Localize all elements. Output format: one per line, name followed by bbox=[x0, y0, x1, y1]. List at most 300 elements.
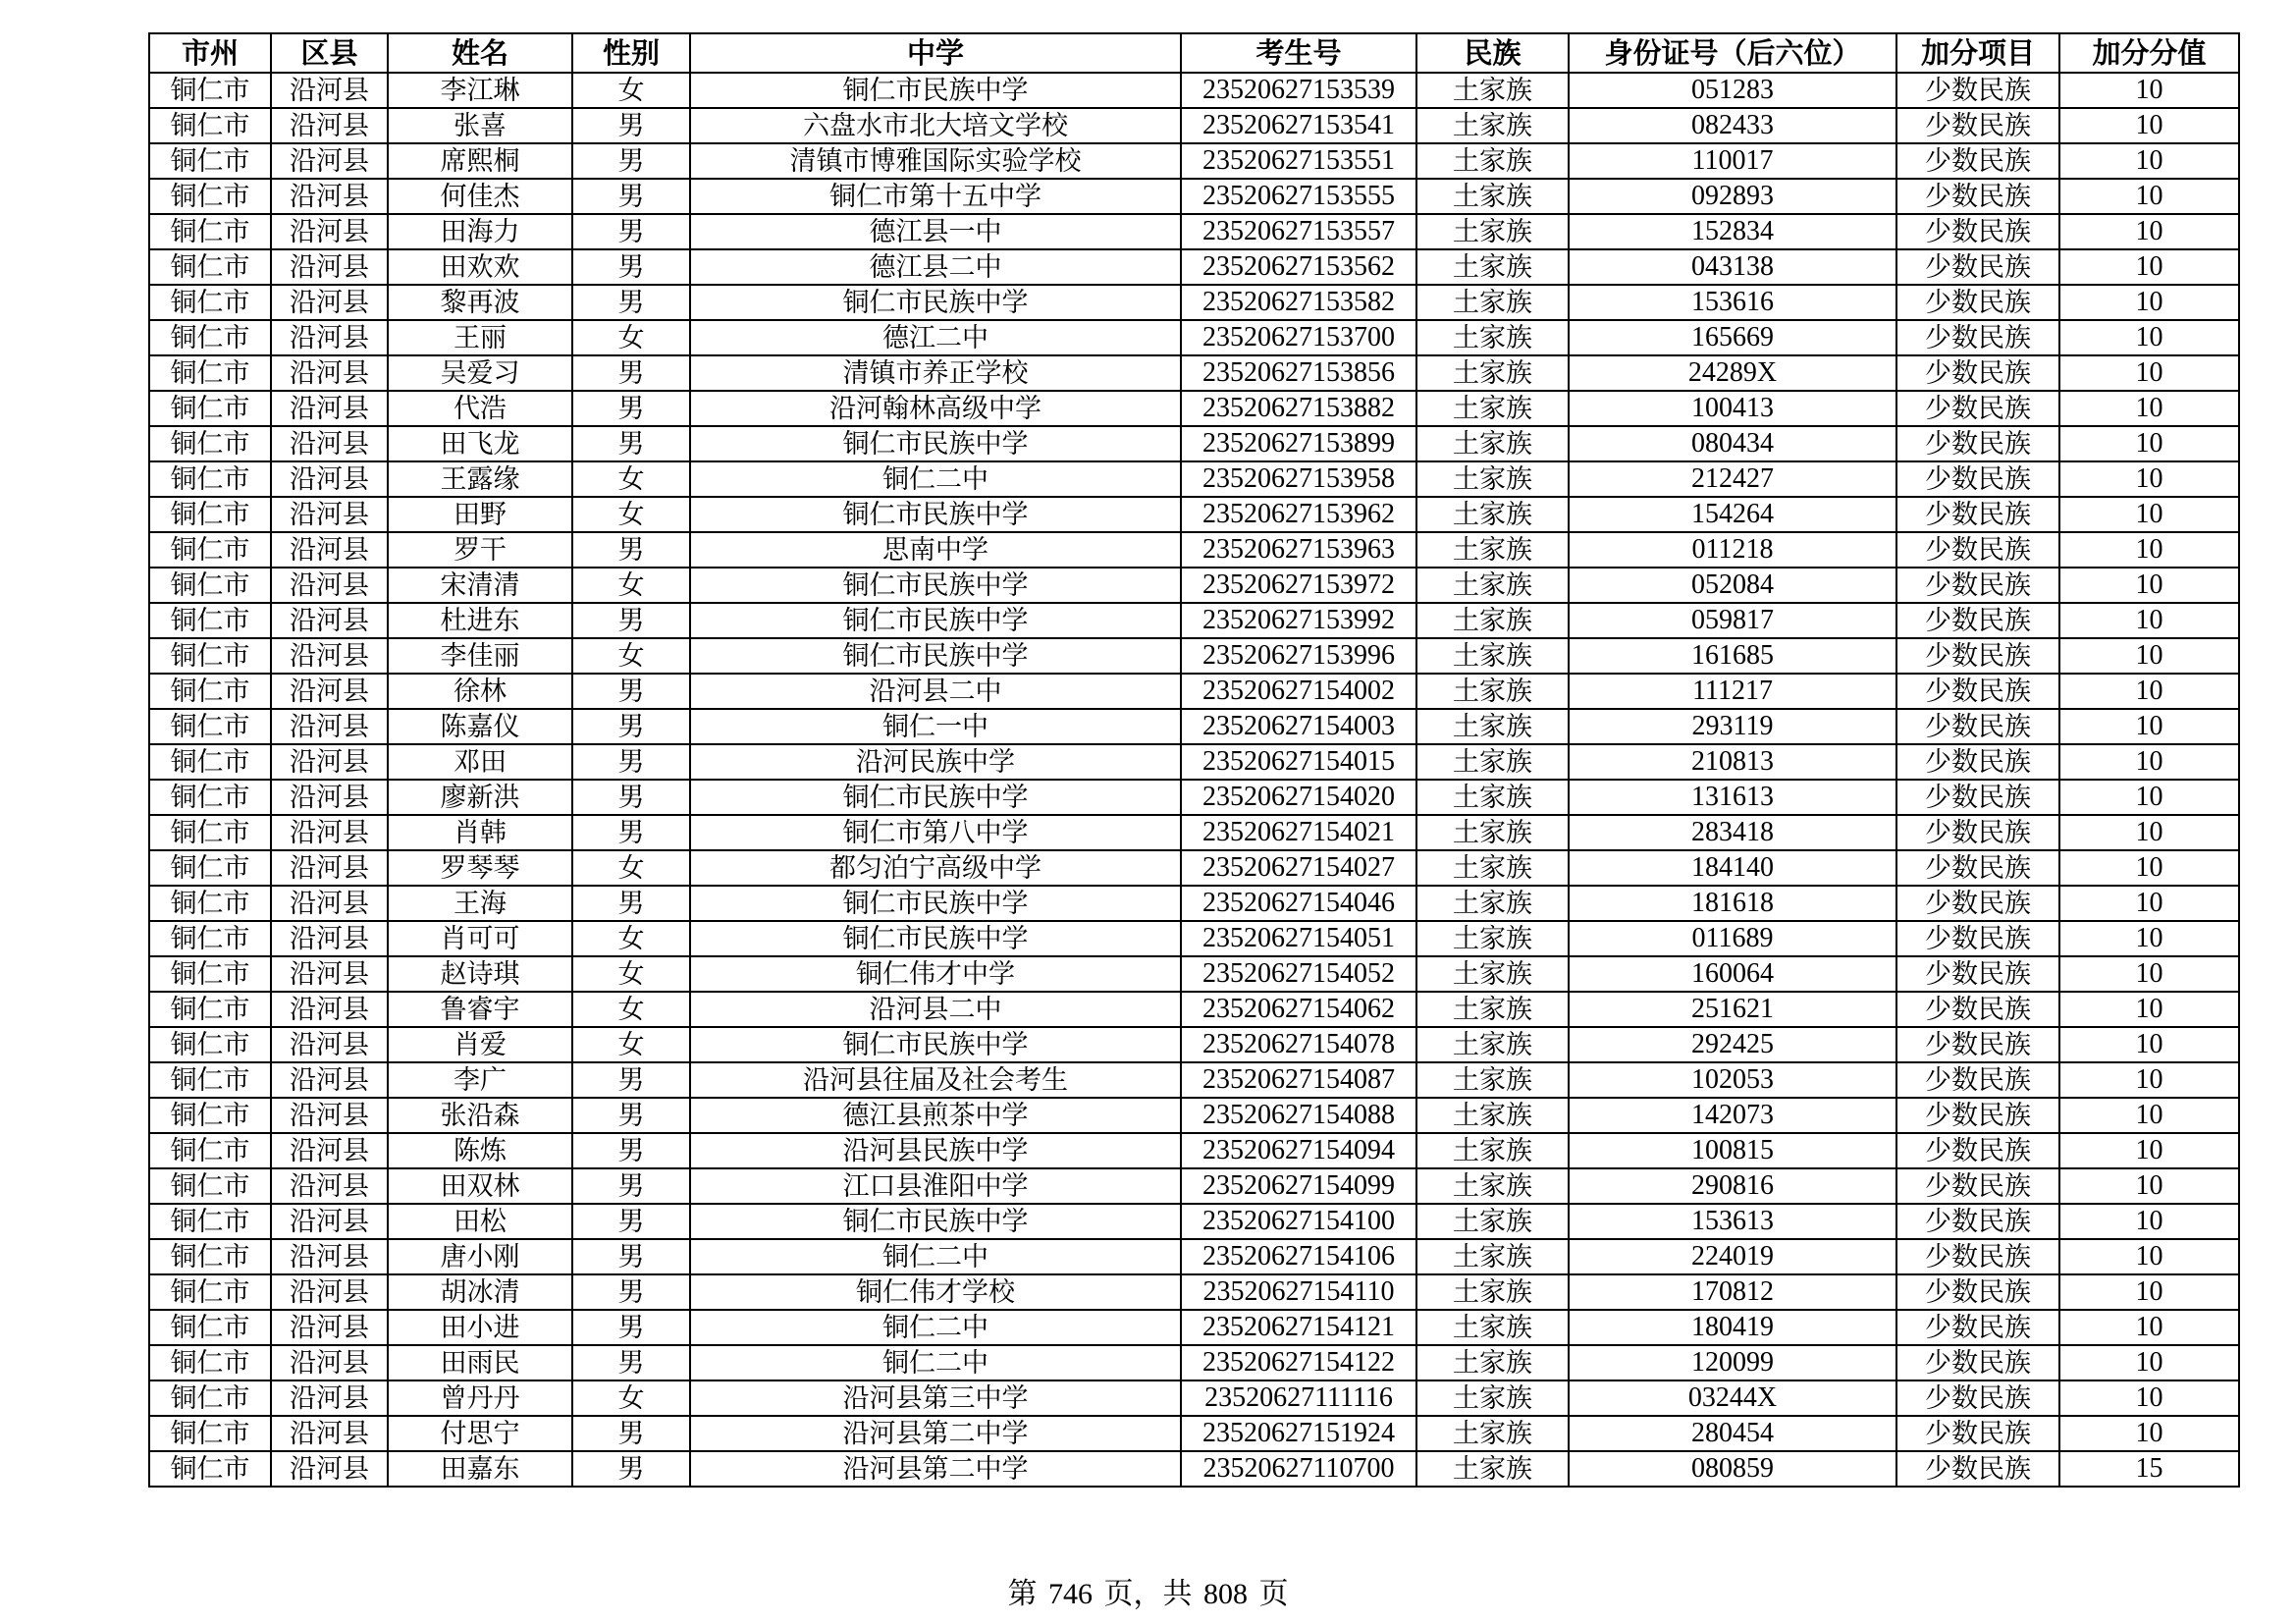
cell-name: 鲁睿宇 bbox=[388, 992, 572, 1027]
cell-ethnicity: 土家族 bbox=[1416, 497, 1569, 532]
cell-bonus-value: 10 bbox=[2059, 921, 2239, 956]
cell-exam-number: 23520627153882 bbox=[1181, 391, 1416, 426]
cell-ethnicity: 土家族 bbox=[1416, 1310, 1569, 1345]
cell-gender: 男 bbox=[572, 815, 690, 850]
cell-exam-number: 23520627154052 bbox=[1181, 956, 1416, 992]
cell-name: 黎再波 bbox=[388, 285, 572, 320]
table-row bbox=[149, 780, 2239, 815]
cell-bonus-value: 10 bbox=[2059, 143, 2239, 179]
cell-id-last-six: 052084 bbox=[1569, 568, 1896, 603]
cell-county: 沿河县 bbox=[271, 497, 388, 532]
cell-gender: 男 bbox=[572, 1345, 690, 1380]
cell-gender: 男 bbox=[572, 391, 690, 426]
table-row bbox=[149, 744, 2239, 780]
cell-bonus-value: 10 bbox=[2059, 532, 2239, 568]
cell-school: 铜仁市民族中学 bbox=[690, 780, 1181, 815]
table-row bbox=[149, 603, 2239, 638]
cell-gender: 男 bbox=[572, 709, 690, 744]
cell-city: 铜仁市 bbox=[149, 1239, 271, 1274]
cell-city: 铜仁市 bbox=[149, 1416, 271, 1451]
cell-gender: 女 bbox=[572, 992, 690, 1027]
header-bonus-value: 加分分值 bbox=[2059, 33, 2239, 73]
header-bonus-item: 加分项目 bbox=[1896, 33, 2059, 73]
cell-exam-number: 23520627111116 bbox=[1181, 1380, 1416, 1416]
cell-name: 邓田 bbox=[388, 744, 572, 780]
cell-bonus-item: 少数民族 bbox=[1896, 73, 2059, 108]
cell-ethnicity: 土家族 bbox=[1416, 1416, 1569, 1451]
table-row bbox=[149, 1416, 2239, 1451]
cell-name: 王露缘 bbox=[388, 461, 572, 497]
cell-name: 唐小刚 bbox=[388, 1239, 572, 1274]
cell-bonus-value: 10 bbox=[2059, 1027, 2239, 1062]
cell-name: 田飞龙 bbox=[388, 426, 572, 461]
cell-school: 沿河县二中 bbox=[690, 674, 1181, 709]
cell-school: 铜仁伟才学校 bbox=[690, 1274, 1181, 1310]
cell-name: 曾丹丹 bbox=[388, 1380, 572, 1416]
cell-county: 沿河县 bbox=[271, 355, 388, 391]
cell-id-last-six: 293119 bbox=[1569, 709, 1896, 744]
cell-city: 铜仁市 bbox=[149, 179, 271, 214]
cell-id-last-six: 292425 bbox=[1569, 1027, 1896, 1062]
table-row bbox=[149, 1451, 2239, 1487]
cell-county: 沿河县 bbox=[271, 1027, 388, 1062]
cell-gender: 男 bbox=[572, 214, 690, 249]
cell-bonus-item: 少数民族 bbox=[1896, 1133, 2059, 1168]
cell-id-last-six: 251621 bbox=[1569, 992, 1896, 1027]
cell-name: 田小进 bbox=[388, 1310, 572, 1345]
cell-ethnicity: 土家族 bbox=[1416, 1098, 1569, 1133]
cell-city: 铜仁市 bbox=[149, 1133, 271, 1168]
cell-bonus-value: 10 bbox=[2059, 179, 2239, 214]
cell-city: 铜仁市 bbox=[149, 1098, 271, 1133]
cell-bonus-item: 少数民族 bbox=[1896, 355, 2059, 391]
cell-county: 沿河县 bbox=[271, 1345, 388, 1380]
cell-name: 田欢欢 bbox=[388, 249, 572, 285]
cell-bonus-item: 少数民族 bbox=[1896, 1451, 2059, 1487]
cell-exam-number: 23520627154002 bbox=[1181, 674, 1416, 709]
cell-ethnicity: 土家族 bbox=[1416, 532, 1569, 568]
cell-county: 沿河县 bbox=[271, 638, 388, 674]
cell-id-last-six: 161685 bbox=[1569, 638, 1896, 674]
cell-bonus-item: 少数民族 bbox=[1896, 1345, 2059, 1380]
table-row bbox=[149, 850, 2239, 886]
cell-school: 沿河县第二中学 bbox=[690, 1451, 1181, 1487]
cell-exam-number: 23520627154051 bbox=[1181, 921, 1416, 956]
cell-county: 沿河县 bbox=[271, 603, 388, 638]
header-county: 区县 bbox=[271, 33, 388, 73]
cell-gender: 男 bbox=[572, 780, 690, 815]
cell-city: 铜仁市 bbox=[149, 744, 271, 780]
cell-id-last-six: 184140 bbox=[1569, 850, 1896, 886]
cell-id-last-six: 120099 bbox=[1569, 1345, 1896, 1380]
cell-city: 铜仁市 bbox=[149, 603, 271, 638]
cell-school: 铜仁市民族中学 bbox=[690, 1027, 1181, 1062]
cell-bonus-item: 少数民族 bbox=[1896, 956, 2059, 992]
cell-name: 杜进东 bbox=[388, 603, 572, 638]
cell-exam-number: 23520627154122 bbox=[1181, 1345, 1416, 1380]
cell-gender: 男 bbox=[572, 426, 690, 461]
cell-ethnicity: 土家族 bbox=[1416, 1027, 1569, 1062]
cell-gender: 男 bbox=[572, 744, 690, 780]
table-row bbox=[149, 921, 2239, 956]
cell-name: 廖新洪 bbox=[388, 780, 572, 815]
cell-school: 沿河民族中学 bbox=[690, 744, 1181, 780]
cell-gender: 男 bbox=[572, 1416, 690, 1451]
cell-ethnicity: 土家族 bbox=[1416, 1239, 1569, 1274]
cell-id-last-six: 180419 bbox=[1569, 1310, 1896, 1345]
cell-bonus-value: 10 bbox=[2059, 1239, 2239, 1274]
cell-bonus-item: 少数民族 bbox=[1896, 921, 2059, 956]
cell-county: 沿河县 bbox=[271, 143, 388, 179]
cell-name: 田双林 bbox=[388, 1168, 572, 1204]
page-number-footer: 第 746 页，共 808 页 bbox=[1007, 1578, 1289, 1610]
cell-exam-number: 23520627154087 bbox=[1181, 1062, 1416, 1098]
cell-name: 付思宁 bbox=[388, 1416, 572, 1451]
cell-city: 铜仁市 bbox=[149, 1345, 271, 1380]
cell-name: 张沿森 bbox=[388, 1098, 572, 1133]
cell-bonus-value: 10 bbox=[2059, 638, 2239, 674]
cell-city: 铜仁市 bbox=[149, 285, 271, 320]
cell-school: 铜仁市第八中学 bbox=[690, 815, 1181, 850]
cell-bonus-item: 少数民族 bbox=[1896, 143, 2059, 179]
cell-ethnicity: 土家族 bbox=[1416, 108, 1569, 143]
cell-bonus-item: 少数民族 bbox=[1896, 1204, 2059, 1239]
cell-exam-number: 23520627110700 bbox=[1181, 1451, 1416, 1487]
cell-id-last-six: 170812 bbox=[1569, 1274, 1896, 1310]
cell-county: 沿河县 bbox=[271, 744, 388, 780]
cell-bonus-value: 10 bbox=[2059, 1133, 2239, 1168]
cell-county: 沿河县 bbox=[271, 886, 388, 921]
cell-bonus-value: 15 bbox=[2059, 1451, 2239, 1487]
cell-school: 德江县煎茶中学 bbox=[690, 1098, 1181, 1133]
cell-school: 铜仁一中 bbox=[690, 709, 1181, 744]
cell-id-last-six: 210813 bbox=[1569, 744, 1896, 780]
cell-bonus-value: 10 bbox=[2059, 744, 2239, 780]
cell-bonus-item: 少数民族 bbox=[1896, 603, 2059, 638]
cell-gender: 男 bbox=[572, 1451, 690, 1487]
header-gender: 性别 bbox=[572, 33, 690, 73]
cell-name: 吴爱习 bbox=[388, 355, 572, 391]
cell-bonus-value: 10 bbox=[2059, 1204, 2239, 1239]
table-row bbox=[149, 426, 2239, 461]
cell-county: 沿河县 bbox=[271, 1133, 388, 1168]
cell-county: 沿河县 bbox=[271, 1274, 388, 1310]
cell-exam-number: 23520627154121 bbox=[1181, 1310, 1416, 1345]
cell-id-last-six: 03244X bbox=[1569, 1380, 1896, 1416]
cell-id-last-six: 100413 bbox=[1569, 391, 1896, 426]
cell-bonus-value: 10 bbox=[2059, 780, 2239, 815]
cell-city: 铜仁市 bbox=[149, 532, 271, 568]
cell-exam-number: 23520627154015 bbox=[1181, 744, 1416, 780]
cell-city: 铜仁市 bbox=[149, 638, 271, 674]
cell-gender: 男 bbox=[572, 355, 690, 391]
cell-gender: 男 bbox=[572, 179, 690, 214]
table-row bbox=[149, 1345, 2239, 1380]
cell-ethnicity: 土家族 bbox=[1416, 780, 1569, 815]
cell-gender: 女 bbox=[572, 320, 690, 355]
cell-school: 沿河县民族中学 bbox=[690, 1133, 1181, 1168]
cell-county: 沿河县 bbox=[271, 1451, 388, 1487]
cell-exam-number: 23520627153972 bbox=[1181, 568, 1416, 603]
cell-ethnicity: 土家族 bbox=[1416, 638, 1569, 674]
table-row bbox=[149, 1239, 2239, 1274]
header-city: 市州 bbox=[149, 33, 271, 73]
cell-bonus-item: 少数民族 bbox=[1896, 320, 2059, 355]
table-row bbox=[149, 1062, 2239, 1098]
cell-name: 代浩 bbox=[388, 391, 572, 426]
cell-id-last-six: 290816 bbox=[1569, 1168, 1896, 1204]
cell-bonus-item: 少数民族 bbox=[1896, 815, 2059, 850]
cell-exam-number: 23520627153551 bbox=[1181, 143, 1416, 179]
cell-city: 铜仁市 bbox=[149, 674, 271, 709]
cell-bonus-item: 少数民族 bbox=[1896, 532, 2059, 568]
table-row bbox=[149, 108, 2239, 143]
cell-id-last-six: 24289X bbox=[1569, 355, 1896, 391]
table-row bbox=[149, 1380, 2239, 1416]
cell-ethnicity: 土家族 bbox=[1416, 320, 1569, 355]
cell-exam-number: 23520627153958 bbox=[1181, 461, 1416, 497]
cell-ethnicity: 土家族 bbox=[1416, 1204, 1569, 1239]
cell-school: 铜仁伟才中学 bbox=[690, 956, 1181, 992]
cell-city: 铜仁市 bbox=[149, 850, 271, 886]
cell-county: 沿河县 bbox=[271, 1204, 388, 1239]
cell-bonus-item: 少数民族 bbox=[1896, 1416, 2059, 1451]
bonus-points-table bbox=[148, 32, 2240, 1488]
table-header bbox=[149, 33, 2239, 73]
table-row bbox=[149, 73, 2239, 108]
cell-county: 沿河县 bbox=[271, 1380, 388, 1416]
cell-bonus-value: 10 bbox=[2059, 214, 2239, 249]
cell-bonus-item: 少数民族 bbox=[1896, 497, 2059, 532]
cell-ethnicity: 土家族 bbox=[1416, 249, 1569, 285]
cell-id-last-six: 059817 bbox=[1569, 603, 1896, 638]
cell-id-last-six: 165669 bbox=[1569, 320, 1896, 355]
cell-city: 铜仁市 bbox=[149, 886, 271, 921]
cell-id-last-six: 043138 bbox=[1569, 249, 1896, 285]
cell-city: 铜仁市 bbox=[149, 73, 271, 108]
cell-city: 铜仁市 bbox=[149, 1027, 271, 1062]
cell-id-last-six: 224019 bbox=[1569, 1239, 1896, 1274]
cell-county: 沿河县 bbox=[271, 1310, 388, 1345]
cell-id-last-six: 100815 bbox=[1569, 1133, 1896, 1168]
cell-bonus-item: 少数民族 bbox=[1896, 674, 2059, 709]
cell-gender: 女 bbox=[572, 1380, 690, 1416]
cell-name: 席熙桐 bbox=[388, 143, 572, 179]
cell-bonus-item: 少数民族 bbox=[1896, 1239, 2059, 1274]
cell-county: 沿河县 bbox=[271, 426, 388, 461]
cell-gender: 女 bbox=[572, 461, 690, 497]
cell-bonus-item: 少数民族 bbox=[1896, 886, 2059, 921]
cell-id-last-six: 082433 bbox=[1569, 108, 1896, 143]
cell-city: 铜仁市 bbox=[149, 461, 271, 497]
cell-exam-number: 23520627154100 bbox=[1181, 1204, 1416, 1239]
cell-city: 铜仁市 bbox=[149, 249, 271, 285]
cell-city: 铜仁市 bbox=[149, 780, 271, 815]
cell-city: 铜仁市 bbox=[149, 992, 271, 1027]
cell-county: 沿河县 bbox=[271, 850, 388, 886]
cell-name: 王海 bbox=[388, 886, 572, 921]
cell-school: 六盘水市北大培文学校 bbox=[690, 108, 1181, 143]
cell-exam-number: 23520627153555 bbox=[1181, 179, 1416, 214]
cell-ethnicity: 土家族 bbox=[1416, 285, 1569, 320]
cell-city: 铜仁市 bbox=[149, 1310, 271, 1345]
cell-gender: 男 bbox=[572, 532, 690, 568]
cell-county: 沿河县 bbox=[271, 1098, 388, 1133]
cell-bonus-item: 少数民族 bbox=[1896, 850, 2059, 886]
cell-gender: 女 bbox=[572, 73, 690, 108]
cell-city: 铜仁市 bbox=[149, 143, 271, 179]
cell-bonus-item: 少数民族 bbox=[1896, 285, 2059, 320]
cell-gender: 女 bbox=[572, 497, 690, 532]
cell-bonus-value: 10 bbox=[2059, 285, 2239, 320]
cell-id-last-six: 011218 bbox=[1569, 532, 1896, 568]
cell-exam-number: 23520627151924 bbox=[1181, 1416, 1416, 1451]
cell-city: 铜仁市 bbox=[149, 1274, 271, 1310]
cell-city: 铜仁市 bbox=[149, 1062, 271, 1098]
cell-school: 沿河翰林高级中学 bbox=[690, 391, 1181, 426]
cell-bonus-value: 10 bbox=[2059, 320, 2239, 355]
cell-exam-number: 23520627153963 bbox=[1181, 532, 1416, 568]
cell-city: 铜仁市 bbox=[149, 214, 271, 249]
table-row bbox=[149, 709, 2239, 744]
cell-ethnicity: 土家族 bbox=[1416, 886, 1569, 921]
cell-exam-number: 23520627153700 bbox=[1181, 320, 1416, 355]
cell-gender: 男 bbox=[572, 285, 690, 320]
table-row bbox=[149, 143, 2239, 179]
cell-bonus-item: 少数民族 bbox=[1896, 638, 2059, 674]
cell-ethnicity: 土家族 bbox=[1416, 426, 1569, 461]
cell-exam-number: 23520627153996 bbox=[1181, 638, 1416, 674]
cell-name: 胡冰清 bbox=[388, 1274, 572, 1310]
cell-gender: 男 bbox=[572, 1204, 690, 1239]
cell-school: 铜仁市民族中学 bbox=[690, 638, 1181, 674]
cell-gender: 男 bbox=[572, 1098, 690, 1133]
cell-county: 沿河县 bbox=[271, 1062, 388, 1098]
cell-bonus-item: 少数民族 bbox=[1896, 1310, 2059, 1345]
table-row bbox=[149, 391, 2239, 426]
cell-school: 沿河县第二中学 bbox=[690, 1416, 1181, 1451]
cell-school: 铜仁二中 bbox=[690, 1310, 1181, 1345]
cell-exam-number: 23520627153992 bbox=[1181, 603, 1416, 638]
cell-id-last-six: 110017 bbox=[1569, 143, 1896, 179]
cell-county: 沿河县 bbox=[271, 249, 388, 285]
cell-county: 沿河县 bbox=[271, 391, 388, 426]
cell-name: 何佳杰 bbox=[388, 179, 572, 214]
table-row bbox=[149, 1274, 2239, 1310]
cell-bonus-value: 10 bbox=[2059, 355, 2239, 391]
header-school: 中学 bbox=[690, 33, 1181, 73]
cell-county: 沿河县 bbox=[271, 780, 388, 815]
cell-county: 沿河县 bbox=[271, 532, 388, 568]
cell-ethnicity: 土家族 bbox=[1416, 568, 1569, 603]
cell-school: 沿河县第三中学 bbox=[690, 1380, 1181, 1416]
cell-id-last-six: 154264 bbox=[1569, 497, 1896, 532]
cell-ethnicity: 土家族 bbox=[1416, 674, 1569, 709]
cell-bonus-value: 10 bbox=[2059, 1416, 2239, 1451]
cell-bonus-value: 10 bbox=[2059, 1310, 2239, 1345]
cell-gender: 女 bbox=[572, 568, 690, 603]
cell-school: 铜仁市民族中学 bbox=[690, 603, 1181, 638]
cell-city: 铜仁市 bbox=[149, 320, 271, 355]
cell-county: 沿河县 bbox=[271, 285, 388, 320]
cell-gender: 男 bbox=[572, 1310, 690, 1345]
cell-ethnicity: 土家族 bbox=[1416, 73, 1569, 108]
cell-county: 沿河县 bbox=[271, 461, 388, 497]
cell-school: 铜仁二中 bbox=[690, 1345, 1181, 1380]
cell-bonus-item: 少数民族 bbox=[1896, 108, 2059, 143]
cell-exam-number: 23520627154078 bbox=[1181, 1027, 1416, 1062]
cell-gender: 男 bbox=[572, 1274, 690, 1310]
cell-ethnicity: 土家族 bbox=[1416, 956, 1569, 992]
cell-bonus-value: 10 bbox=[2059, 461, 2239, 497]
cell-bonus-value: 10 bbox=[2059, 674, 2239, 709]
cell-ethnicity: 土家族 bbox=[1416, 992, 1569, 1027]
header-ethnicity: 民族 bbox=[1416, 33, 1569, 73]
cell-gender: 男 bbox=[572, 886, 690, 921]
cell-county: 沿河县 bbox=[271, 1416, 388, 1451]
cell-city: 铜仁市 bbox=[149, 1204, 271, 1239]
cell-bonus-value: 10 bbox=[2059, 1274, 2239, 1310]
cell-name: 罗干 bbox=[388, 532, 572, 568]
cell-bonus-item: 少数民族 bbox=[1896, 780, 2059, 815]
cell-name: 罗琴琴 bbox=[388, 850, 572, 886]
cell-gender: 女 bbox=[572, 956, 690, 992]
table-row bbox=[149, 461, 2239, 497]
cell-bonus-item: 少数民族 bbox=[1896, 1098, 2059, 1133]
cell-exam-number: 23520627153557 bbox=[1181, 214, 1416, 249]
cell-bonus-item: 少数民族 bbox=[1896, 249, 2059, 285]
cell-name: 李佳丽 bbox=[388, 638, 572, 674]
cell-ethnicity: 土家族 bbox=[1416, 1274, 1569, 1310]
cell-id-last-six: 051283 bbox=[1569, 73, 1896, 108]
cell-bonus-value: 10 bbox=[2059, 992, 2239, 1027]
cell-ethnicity: 土家族 bbox=[1416, 461, 1569, 497]
cell-ethnicity: 土家族 bbox=[1416, 1133, 1569, 1168]
table-row bbox=[149, 568, 2239, 603]
cell-city: 铜仁市 bbox=[149, 709, 271, 744]
cell-school: 铜仁二中 bbox=[690, 1239, 1181, 1274]
cell-school: 沿河县二中 bbox=[690, 992, 1181, 1027]
cell-name: 李广 bbox=[388, 1062, 572, 1098]
cell-city: 铜仁市 bbox=[149, 956, 271, 992]
cell-county: 沿河县 bbox=[271, 956, 388, 992]
table-row bbox=[149, 497, 2239, 532]
cell-exam-number: 23520627153541 bbox=[1181, 108, 1416, 143]
cell-bonus-item: 少数民族 bbox=[1896, 992, 2059, 1027]
table-row bbox=[149, 1204, 2239, 1239]
cell-bonus-value: 10 bbox=[2059, 568, 2239, 603]
cell-exam-number: 23520627154027 bbox=[1181, 850, 1416, 886]
cell-ethnicity: 土家族 bbox=[1416, 1062, 1569, 1098]
table-row bbox=[149, 249, 2239, 285]
cell-bonus-value: 10 bbox=[2059, 391, 2239, 426]
cell-bonus-value: 10 bbox=[2059, 1098, 2239, 1133]
table-row bbox=[149, 1098, 2239, 1133]
cell-id-last-six: 283418 bbox=[1569, 815, 1896, 850]
cell-school: 思南中学 bbox=[690, 532, 1181, 568]
cell-exam-number: 23520627153856 bbox=[1181, 355, 1416, 391]
cell-county: 沿河县 bbox=[271, 73, 388, 108]
cell-id-last-six: 142073 bbox=[1569, 1098, 1896, 1133]
cell-ethnicity: 土家族 bbox=[1416, 1168, 1569, 1204]
cell-city: 铜仁市 bbox=[149, 1451, 271, 1487]
cell-bonus-item: 少数民族 bbox=[1896, 744, 2059, 780]
cell-school: 铜仁市第十五中学 bbox=[690, 179, 1181, 214]
table-row bbox=[149, 886, 2239, 921]
table-row bbox=[149, 1168, 2239, 1204]
cell-bonus-value: 10 bbox=[2059, 497, 2239, 532]
cell-bonus-value: 10 bbox=[2059, 73, 2239, 108]
